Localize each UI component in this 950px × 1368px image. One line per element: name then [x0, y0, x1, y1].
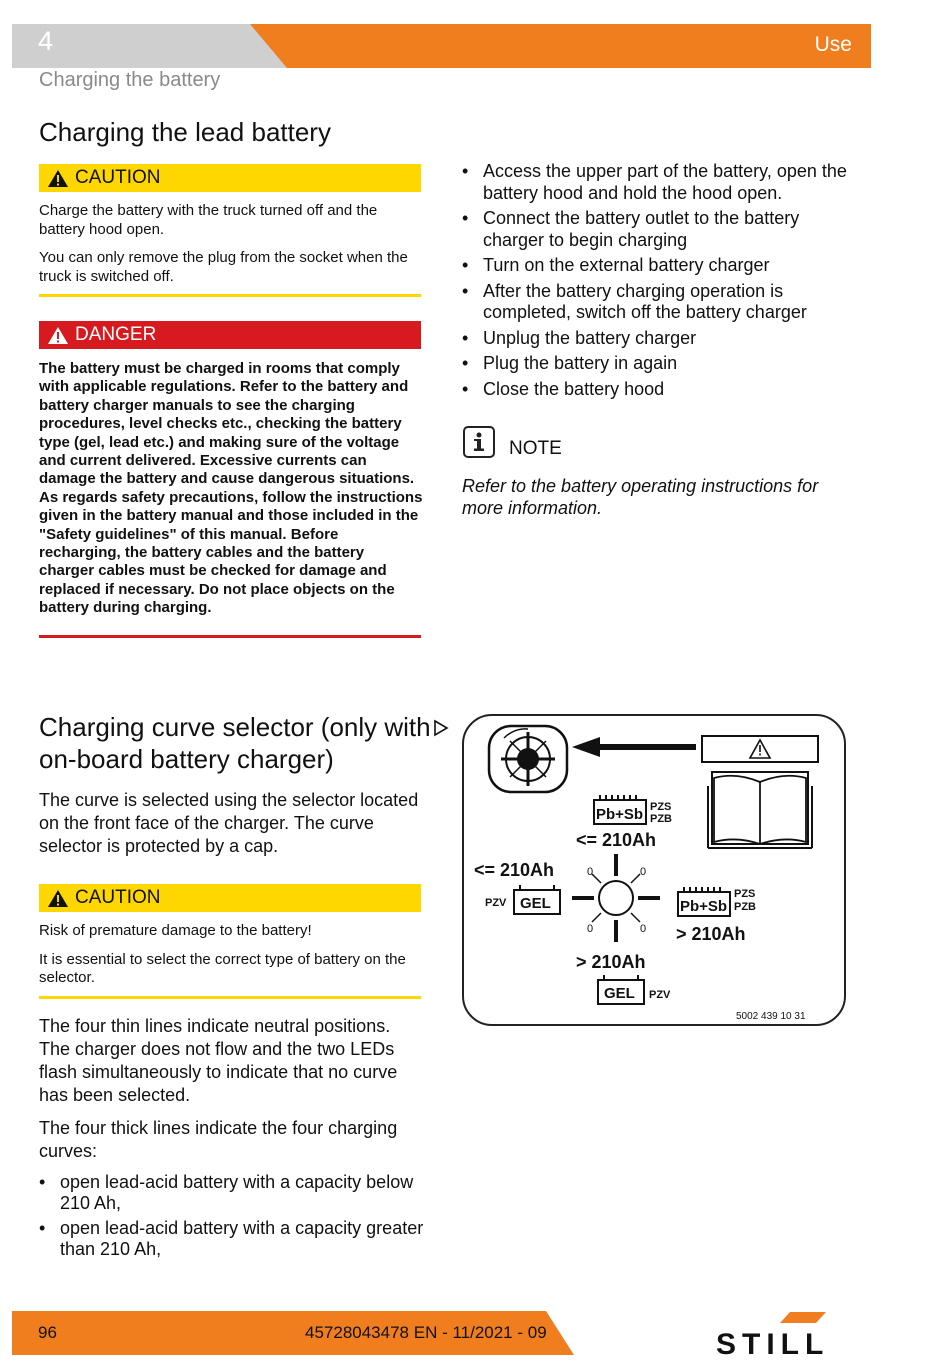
- list-item: • Connect the battery outlet to the battery charger to begin charging: [462, 208, 852, 251]
- warning-triangle-icon: [47, 889, 69, 908]
- header-orange-band: [250, 24, 871, 68]
- body-paragraph: The four thick lines indicate the four charging curves:: [39, 1118, 398, 1161]
- pb-sb-label: Pb+Sb: [596, 806, 644, 823]
- caution-text-lead: [39, 202, 421, 296]
- caution-paragraph: It is essential to select the correct type of battery on the selector.: [39, 950, 406, 986]
- capacity-label-bottom: > 210Ah: [576, 952, 646, 972]
- curve-selector-figure: [462, 714, 846, 1026]
- selector-positions-icon: [572, 854, 660, 942]
- selector-dial-icon: [489, 726, 567, 792]
- list-item: • Plug the battery in again: [462, 353, 852, 375]
- arrow-left-icon: [572, 737, 696, 757]
- charging-steps-list: [462, 161, 852, 404]
- danger-text: The battery must be charged in rooms that comply with applicable regulations. Refer to the battery and battery charger manuals to see the charging procedures, level checks etc., checking the battery type (gel, lead etc.) and making sure of the voltage and current delivered. Excessive currents can damage the battery and cause dangerous situations. As regards safety precautions, follow the instructions given in the battery manual and those included in the "Safety guidelines" of this manual. Before recharging, the battery cables and the battery charger cables must be checked for damage and replaced if necessary. Do not place objects on the battery during charging.: [39, 360, 423, 617]
- list-item: • Turn on the external battery charger: [462, 255, 852, 277]
- pzb-label: PZB: [650, 813, 672, 825]
- caution-end-rule: [39, 294, 421, 297]
- caution-text-curve: [39, 922, 421, 998]
- svg-text:0: 0: [640, 866, 647, 878]
- svg-text:0: 0: [640, 923, 647, 935]
- capacity-label-top: <= 210Ah: [576, 830, 657, 850]
- pzb-label: PZB: [734, 901, 756, 913]
- list-item: • Close the battery hood: [462, 379, 852, 401]
- list-item: • open lead-acid battery with a capacity below 210 Ah,: [39, 1172, 424, 1214]
- caution-paragraph: Risk of premature damage to the battery!: [39, 922, 312, 939]
- svg-text:0: 0: [587, 866, 594, 878]
- note-label: NOTE: [509, 438, 562, 459]
- capacity-label-right: > 210Ah: [676, 924, 746, 944]
- caution-paragraph: You can only remove the plug from the socket when the truck is switched off.: [39, 249, 408, 285]
- curve-list: [39, 1172, 424, 1264]
- section-label: Use: [814, 33, 852, 56]
- pzv-label: PZV: [649, 989, 671, 1001]
- curve-intro: [39, 789, 424, 868]
- note-text: Refer to the battery operating instructions for more information.: [462, 476, 819, 518]
- gel-label: GEL: [604, 985, 635, 1002]
- lead-battery-title: Charging the lead battery: [39, 117, 331, 147]
- pzs-label: PZS: [650, 801, 672, 813]
- gel-label: GEL: [520, 895, 551, 912]
- manual-book-icon: [708, 772, 812, 848]
- warning-sign-icon: [702, 736, 818, 762]
- list-item: • After the battery charging operation is completed, switch off the battery charger: [462, 281, 852, 324]
- pzs-label: PZS: [734, 888, 756, 900]
- figure-code: 5002 439 10 31: [736, 1011, 806, 1022]
- list-item: • open lead-acid battery with a capacity greater than 210 Ah,: [39, 1218, 424, 1260]
- figure-pointer-icon: [433, 719, 449, 742]
- breadcrumb: Charging the battery: [39, 69, 221, 91]
- document-code: 45728043478 EN - 11/2021 - 09: [305, 1323, 547, 1342]
- info-icon: [463, 426, 495, 458]
- brand-wordmark: STILL: [716, 1328, 830, 1356]
- pb-sb-label: Pb+Sb: [680, 898, 728, 915]
- curve-body: [39, 1015, 424, 1173]
- caution-label: CAUTION: [75, 167, 161, 188]
- curve-selector-title: Charging curve selector (only with on-board battery charger): [39, 712, 431, 774]
- caution-paragraph: Charge the battery with the truck turned off and the battery hood open.: [39, 202, 378, 238]
- caution-bar-curve: [39, 884, 421, 912]
- still-logo: [712, 1312, 872, 1361]
- page-number: 96: [38, 1323, 57, 1342]
- body-paragraph: The four thin lines indicate neutral positions. The charger does not flow and the two LEDs flash simultaneously to indicate that no curve has been selected.: [39, 1016, 398, 1105]
- caution-bar-lead: [39, 164, 421, 192]
- danger-label: DANGER: [75, 324, 157, 345]
- pzv-label: PZV: [485, 897, 507, 909]
- warning-triangle-icon: [47, 169, 69, 188]
- list-item: • Unplug the battery charger: [462, 328, 852, 350]
- warning-triangle-icon: [47, 326, 69, 345]
- list-item: • Access the upper part of the battery, open the battery hood and hold the hood open.: [462, 161, 852, 204]
- danger-end-rule: [39, 635, 421, 638]
- caution-label: CAUTION: [75, 887, 161, 908]
- capacity-label-left: <= 210Ah: [474, 860, 555, 880]
- danger-bar: [39, 321, 421, 349]
- chapter-number: 4: [38, 26, 54, 56]
- svg-text:0: 0: [587, 923, 594, 935]
- body-paragraph: The curve is selected using the selector located on the front face of the charger. The curve selector is protected by a cap.: [39, 790, 419, 856]
- caution-end-rule: [39, 996, 421, 999]
